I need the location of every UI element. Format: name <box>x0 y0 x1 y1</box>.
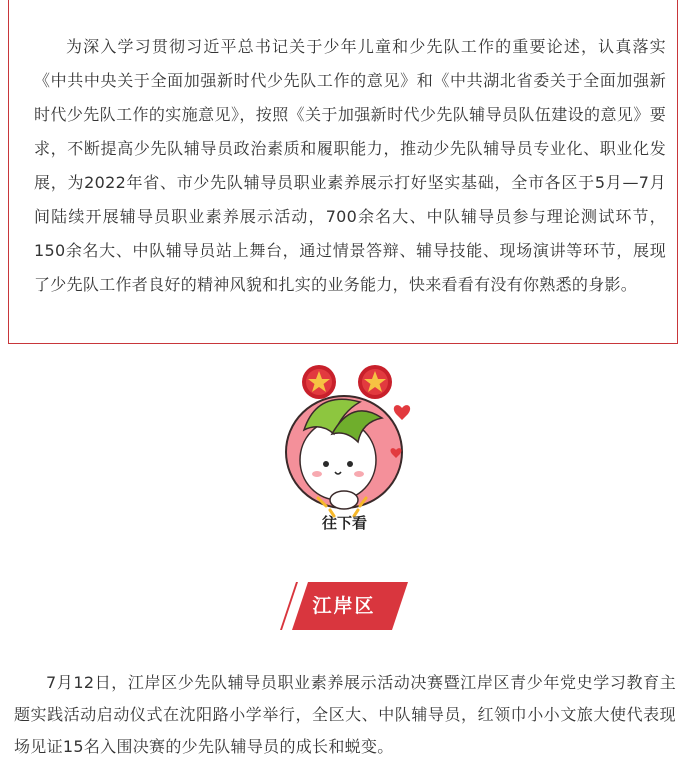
right-star-badge-icon <box>358 365 392 399</box>
intro-box <box>8 0 678 344</box>
district-name: 江岸区 <box>312 595 376 617</box>
district-banner <box>274 582 414 630</box>
mascot-caption: 往下看 <box>321 514 367 532</box>
body-paragraph: 7月12日，江岸区少先队辅导员职业素养展示活动决赛暨江岸区青少年党史学习教育主题实践活动启动仪式在沈阳路小学举行，全区大、中队辅导员，红领巾小小文旅大使代表现场见证15名入围决赛的少先队辅导员的成长和蜕变。 <box>14 673 676 756</box>
left-star-badge-icon <box>302 365 336 399</box>
intro-paragraph: 为深入学习贯彻习近平总书记关于少年儿童和少先队工作的重要论述，认真落实《中共中央关于全面加强新时代少先队工作的意见》和《中共湖北省委关于全面加强新时代少先队工作的实施意见》，按照《关于加强新时代少先队辅导员队伍建设的意见》要求，不断提高少先队辅导员政治素质和履职能力，推动少先队辅导员专业化、职业化发展，为2022年省、市少先队辅导员职业素养展示打好坚实基础，全市各区于5月—7月间陆续开展辅导员职业素养展示活动，700余名大、中队辅导员参与理论测试环节，150余名大、中队辅导员站上舞台，通过情景答辩、辅导技能、现场演讲等环节，展现了少先队工作者良好的精神风貌和扎实的业务能力，快来看看有没有你熟悉的身影。 <box>34 37 666 294</box>
mascot-illustration <box>272 360 417 540</box>
